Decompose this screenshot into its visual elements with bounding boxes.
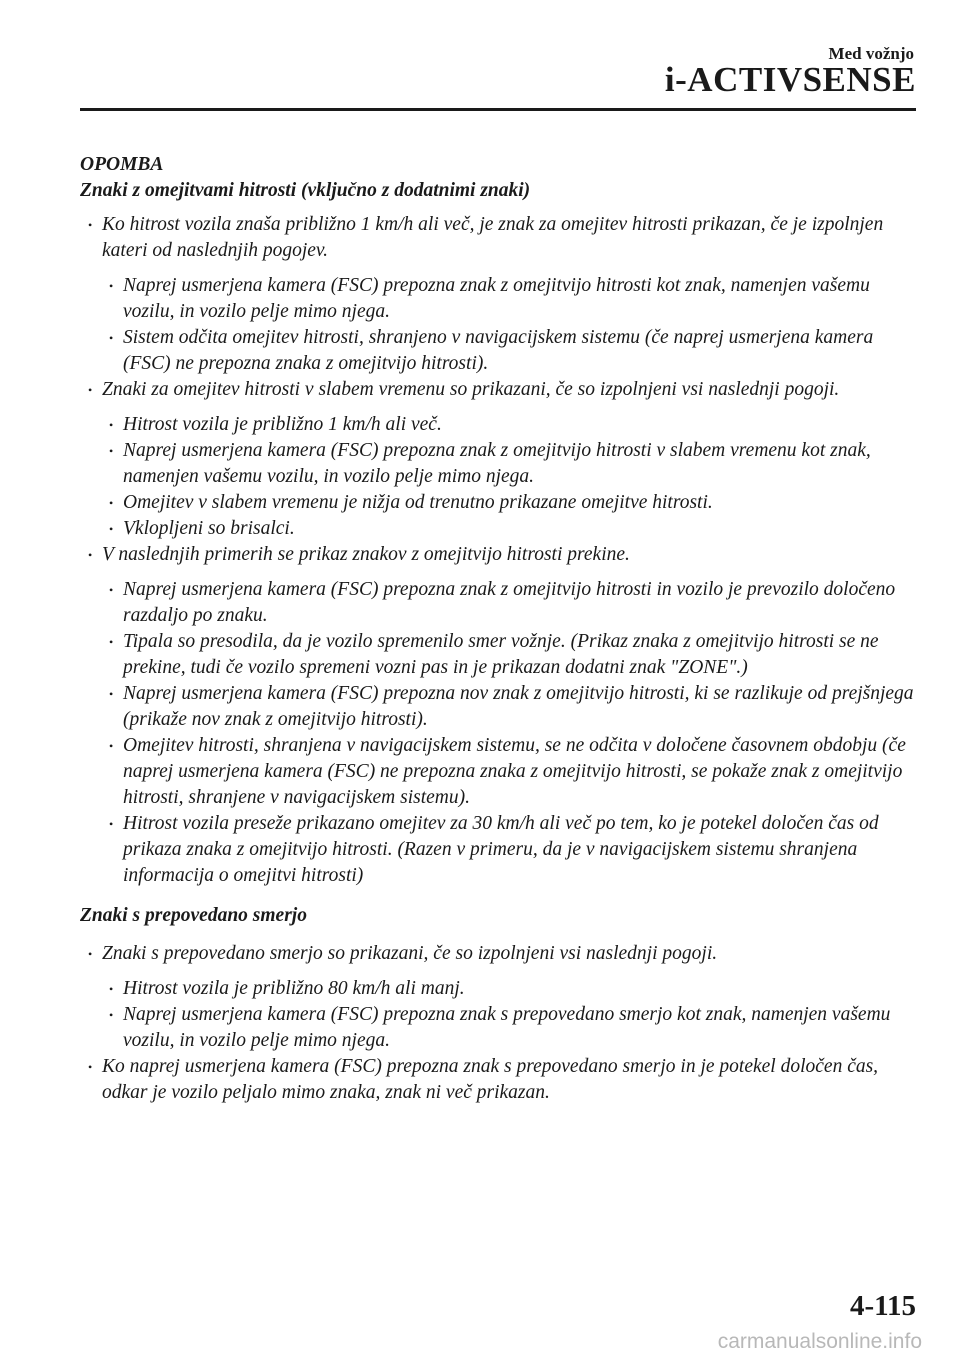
note-label: OPOMBA	[80, 154, 164, 175]
list-item: • Omejitev v slabem vremenu je nižja od trenutno prikazane omejitve hitrosti.	[80, 490, 920, 516]
list-item: • Naprej usmerjena kamera (FSC) prepozna znak z omejitvijo hitrosti v slabem vremenu kot znak, namenjen vašemu vozilu, in vozilo pelje mimo njega.	[80, 438, 920, 490]
no-entry-heading: Znaki s prepovedano smerjo	[80, 905, 307, 926]
list-item: • Naprej usmerjena kamera (FSC) prepozna nov znak z omejitvijo hitrosti, ki se razlikuje od prejšnjega (prikaže nov znak z omejitvijo hitrosti).	[80, 681, 920, 733]
speed-limit-heading: Znaki z omejitvami hitrosti (vključno z dodatnimi znaki)	[80, 180, 531, 201]
list-item: • Znaki s prepovedano smerjo so prikazani, če so izpolnjeni vsi naslednji pogoji.	[80, 941, 920, 967]
list-item: • Omejitev hitrosti, shranjena v navigacijskem sistemu, se ne odčita v določene časovnem obdobju (če naprej usmerjena kamera (FSC) ne prepozna znaka z omejitvijo hitrosti, se pokaže znak z omejitvijo hitrosti, shranjene v navigacijskem sistemu).	[80, 733, 920, 811]
list-item: • Naprej usmerjena kamera (FSC) prepozna znak z omejitvijo hitrosti in vozilo je prevozilo določeno razdaljo po znaku.	[80, 577, 920, 629]
list-item: • Hitrost vozila je približno 80 km/h ali manj.	[80, 976, 920, 1002]
watermark: carmanualsonline.info	[717, 1330, 922, 1353]
list-item: • Tipala so presodila, da je vozilo spremenilo smer vožnje. (Prikaz znaka z omejitvijo hitrosti se ne prekine, tudi če vozilo spremeni vozni pas in je prikazan dodatni znak "ZONE".)	[80, 629, 920, 681]
list-item: • Vklopljeni so brisalci.	[80, 516, 920, 542]
header-divider	[80, 108, 916, 111]
list-item: • V naslednjih primerih se prikaz znakov z omejitvijo hitrosti prekine.	[80, 542, 920, 568]
list-item: • Hitrost vozila preseže prikazano omejitev za 30 km/h ali več po tem, ko je potekel določen čas od prikaza znaka z omejitvijo hitrosti. (Razen v primeru, da je v navigacijskem sistemu shranjena informacija o omejitvi hitrosti)	[80, 811, 920, 889]
list-item: • Sistem odčita omejitev hitrosti, shranjeno v navigacijskem sistemu (če naprej usmerjena kamera (FSC) ne prepozna znaka z omejitvijo hitrosti).	[80, 325, 920, 377]
header-section-label: Med vožnjo	[828, 44, 914, 63]
list-item: • Naprej usmerjena kamera (FSC) prepozna znak z omejitvijo hitrosti kot znak, namenjen vašemu vozilu, in vozilo pelje mimo njega.	[80, 273, 920, 325]
list-item: • Naprej usmerjena kamera (FSC) prepozna znak s prepovedano smerjo kot znak, namenjen vašemu vozilu, in vozilo pelje mimo njega.	[80, 1002, 920, 1054]
list-item: • Znaki za omejitev hitrosti v slabem vremenu so prikazani, če so izpolnjeni vsi naslednji pogoji.	[80, 377, 920, 403]
manual-content	[80, 152, 920, 1106]
page-number: 4-115	[849, 1290, 916, 1322]
page-title: i-ACTIVSENSE	[664, 60, 916, 99]
list-item: • Ko hitrost vozila znaša približno 1 km/h ali več, je znak za omejitev hitrosti prikazan, če je izpolnjen kateri od naslednjih pogojev.	[80, 212, 920, 264]
list-item: • Ko naprej usmerjena kamera (FSC) prepozna znak s prepovedano smerjo in je potekel določen čas, odkar je vozilo peljalo mimo znaka, znak ni več prikazan.	[80, 1054, 920, 1106]
list-item: • Hitrost vozila je približno 1 km/h ali več.	[80, 412, 920, 438]
